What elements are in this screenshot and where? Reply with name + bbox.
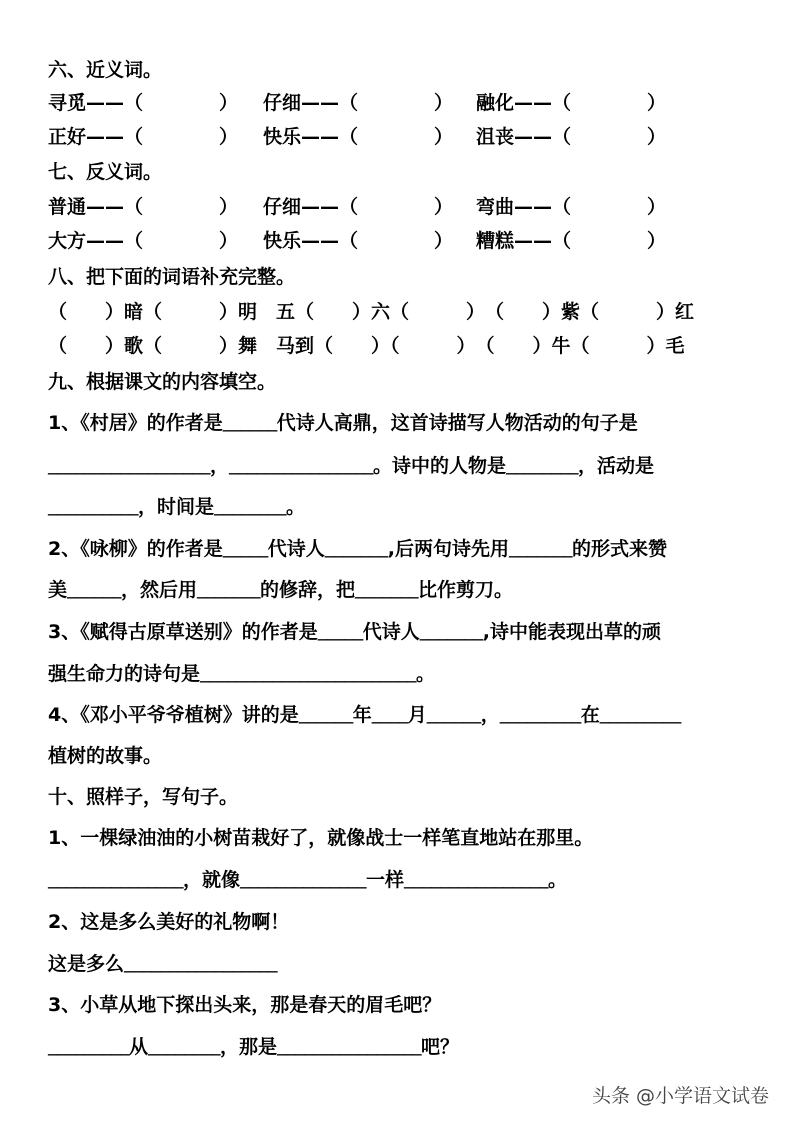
answer-blank: ________ <box>148 1037 221 1058</box>
answer-blank: _______ <box>197 580 261 601</box>
antonym-item: 大方——（ ） <box>48 230 239 252</box>
sentence-line: _______________，就像______________一样________________。 <box>48 869 568 891</box>
antonym-item: 快乐——（ ） <box>263 230 454 252</box>
antonym-item: 糟糕——（ ） <box>476 230 667 252</box>
fill-line: 1、《村居》的作者是______代诗人高鼎，这首诗描写人物活动的句子是 <box>48 412 638 434</box>
fill-line: __________________，________________。诗中的人物是________，活动是 <box>48 455 655 477</box>
answer-blank: ________ <box>214 497 287 518</box>
synonym-item: 仔细——（ ） <box>263 92 454 114</box>
idiom-line: （ ）歌（ ）舞 马到（ ）（ ） （ ）牛（ ）毛 <box>48 335 685 357</box>
antonym-item: 弯曲——（ ） <box>476 196 667 218</box>
synonym-item: 沮丧——（ ） <box>476 126 667 148</box>
answer-blank: ________________ <box>229 456 374 477</box>
answer-blank: _____ <box>222 539 268 560</box>
section-6-title: 六、近义词。 <box>48 59 163 81</box>
answer-blank: _______ <box>324 539 388 560</box>
answer-blank: __________ <box>48 497 138 518</box>
answer-blank: ________ <box>506 456 579 477</box>
answer-blank: _________ <box>499 705 581 726</box>
sentence-line: _________从________，那是________________吧？ <box>48 1036 460 1058</box>
answer-blank: _______________ <box>48 870 183 891</box>
idiom-line: （ ）暗（ ）明 五（ ）六（ ） （ ）紫（ ）红 <box>48 301 695 323</box>
synonym-item: 快乐——（ ） <box>263 126 454 148</box>
answer-blank: ____ <box>371 705 408 726</box>
answer-blank: _______ <box>508 539 572 560</box>
fill-line: 2、《咏柳》的作者是_____代诗人_______,后两句诗先用_______的形式来赞 <box>48 538 667 560</box>
answer-blank: _____ <box>317 622 363 643</box>
answer-blank: ______________ <box>240 870 367 891</box>
answer-blank: _________ <box>599 705 681 726</box>
synonym-item: 寻觅——（ ） <box>48 92 239 114</box>
sentence-line: 1、一棵绿油油的小树苗栽好了，就像战士一样笔直地站在那里。 <box>48 827 594 849</box>
section-10-title: 十、照样子，写句子。 <box>48 786 239 808</box>
answer-blank: _________________ <box>124 954 278 975</box>
answer-blank: _________ <box>48 1037 129 1058</box>
antonym-item: 普通——（ ） <box>48 196 239 218</box>
fill-line: __________，时间是________。 <box>48 496 306 518</box>
answer-blank: ______ <box>426 705 481 726</box>
fill-line: 3、《赋得古原草送别》的作者是_____代诗人_______,诗中能表现出草的顽 <box>48 621 661 643</box>
section-8-title: 八、把下面的词语补充完整。 <box>48 266 296 288</box>
fill-line: 4、《邓小平爷爷植树》讲的是______年____月______，_________在_________ <box>48 704 681 726</box>
answer-blank: ______ <box>222 413 277 434</box>
fill-line: 植树的故事。 <box>48 745 163 767</box>
fill-line: 强生命力的诗句是________________________。 <box>48 663 436 685</box>
answer-blank: ______ <box>298 705 353 726</box>
sentence-line: 这是多么_________________ <box>48 953 278 975</box>
sentence-line: 2、这是多么美好的礼物啊！ <box>48 911 290 933</box>
answer-blank: _______ <box>419 622 483 643</box>
section-9-title: 九、根据课文的内容填空。 <box>48 371 277 393</box>
synonym-item: 融化——（ ） <box>476 92 667 114</box>
antonym-item: 仔细——（ ） <box>263 196 454 218</box>
answer-blank: ________________ <box>404 870 549 891</box>
sentence-line: 3、小草从地下探出头来，那是春天的眉毛吧？ <box>48 994 442 1016</box>
answer-blank: ________________ <box>277 1037 422 1058</box>
answer-blank: __________________ <box>48 456 210 477</box>
watermark: 头条 @小学语文试卷 <box>592 1085 770 1107</box>
answer-blank: ________________________ <box>200 664 417 685</box>
fill-line: 美______，然后用_______的修辞，把_______比作剪刀。 <box>48 579 514 601</box>
section-7-title: 七、反义词。 <box>48 161 163 183</box>
answer-blank: ______ <box>67 580 122 601</box>
synonym-item: 正好——（ ） <box>48 126 239 148</box>
answer-blank: _______ <box>355 580 419 601</box>
